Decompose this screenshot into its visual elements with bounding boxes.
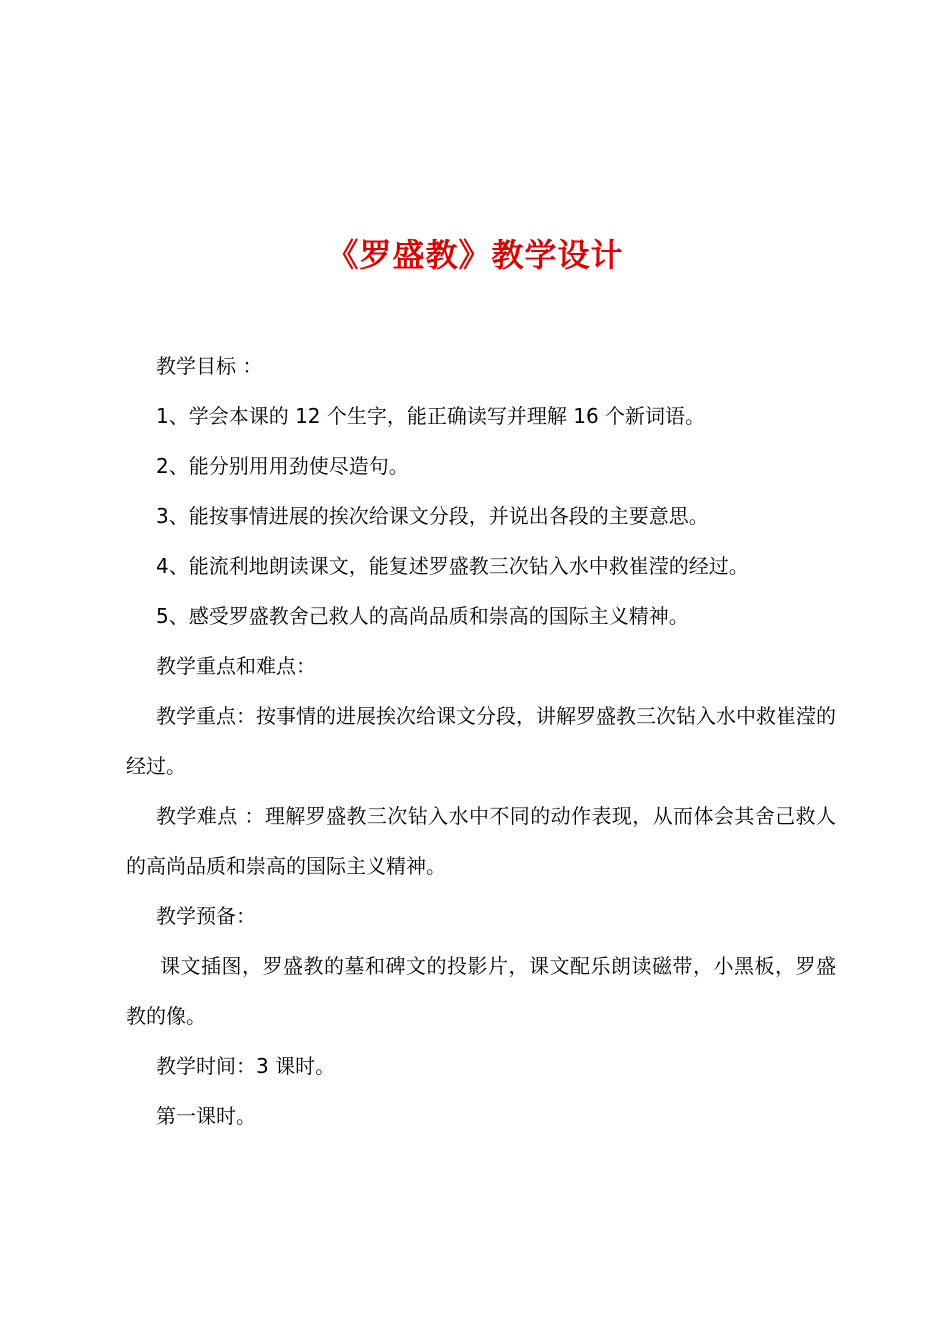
document-title: 《罗盛教》教学设计 [326, 236, 624, 275]
section-heading-preparation: 教学预备： [156, 904, 256, 928]
objective-item-5: 5、感受罗盛教舍己救人的高尚品质和崇高的国际主义精神。 [156, 604, 689, 628]
section-heading-objectives: 教学目标 ： [156, 354, 263, 378]
key-point-paragraph: 教学重点：按事情的进展挨次给课文分段，讲解罗盛教三次钻入水中救崔滢的经过。 [126, 704, 836, 778]
difficult-point-paragraph: 教学难点 ：理解罗盛教三次钻入水中不同的动作表现，从而体会其舍己救人的高尚品质和崇高的国际主义精神。 [126, 804, 836, 878]
preparation-paragraph: 课文插图，罗盛教的墓和碑文的投影片，课文配乐朗读磁带，小黑板，罗盛教的像。 [126, 954, 836, 1028]
teaching-time: 教学时间：3 课时。 [156, 1054, 336, 1078]
document-body [126, 341, 836, 1141]
objective-item-4: 4、能流利地朗读课文，能复述罗盛教三次钻入水中救崔滢的经过。 [156, 554, 749, 578]
objective-item-3: 3、能按事情进展的挨次给课文分段，并说出各段的主要意思。 [156, 504, 709, 528]
section-heading-key-points: 教学重点和难点： [156, 654, 316, 678]
objective-item-2: 2、能分别用用劲使尽造句。 [156, 454, 409, 478]
first-lesson-heading: 第一课时。 [156, 1104, 256, 1128]
objective-item-1: 1、学会本课的 12 个生字，能正确读写并理解 16 个新词语。 [156, 404, 706, 428]
